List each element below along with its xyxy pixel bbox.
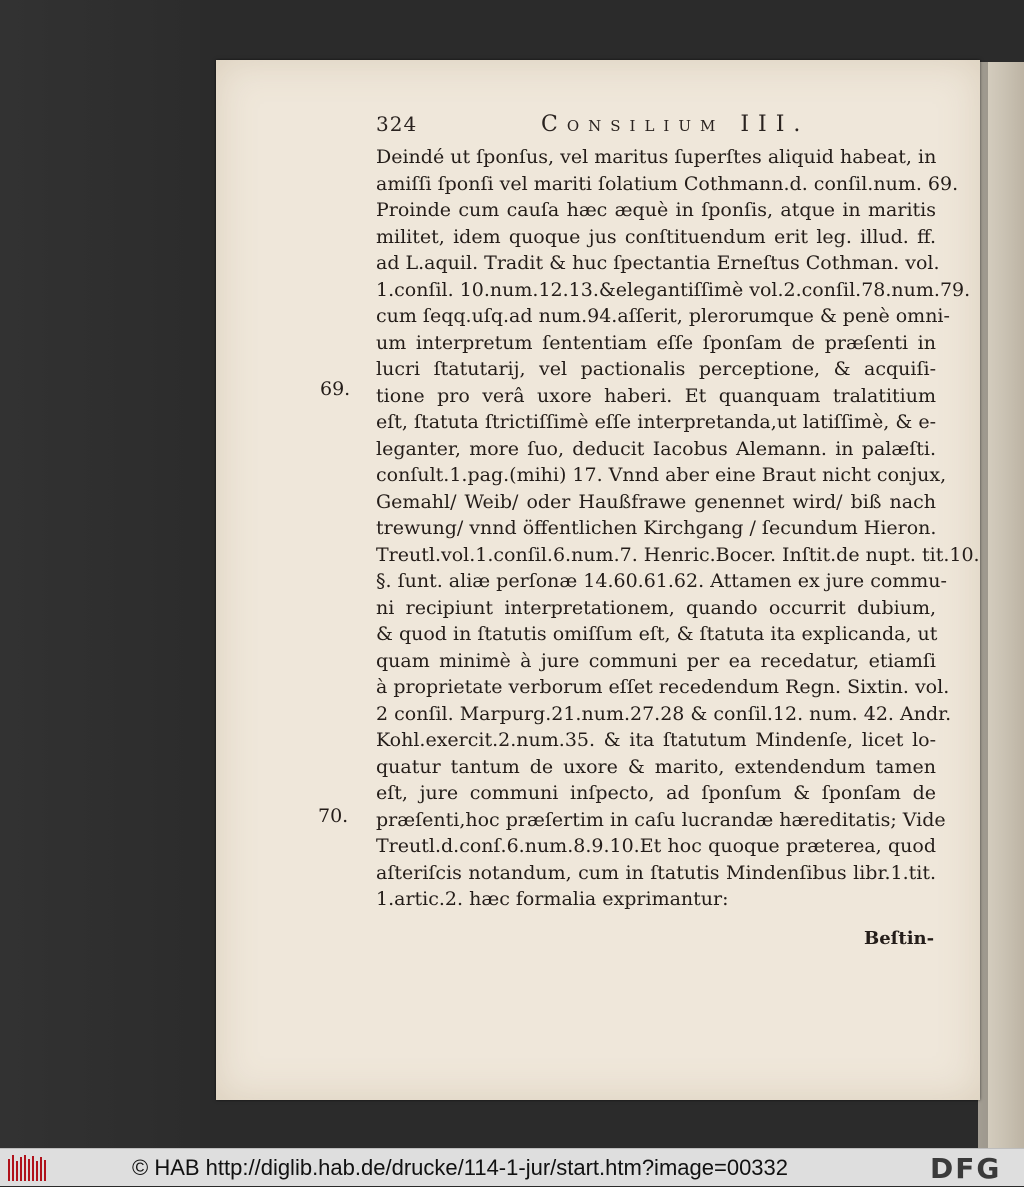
text-line: leganter, more ſuo, deducit Iacobus Alemann. in palæſti.	[376, 437, 936, 460]
text-line: Gemahl/ Weib/ oder Haußfrawe genennet wird/ biß nach	[376, 490, 936, 513]
text-line: conſult.1.pag.(mihi) 17. Vnnd aber eine Braut nicht conjux,	[376, 464, 947, 486]
header-title: Consilium III.	[541, 112, 810, 137]
text-line: 2 conſil. Marpurg.21.num.27.28 & conſil.12. num. 42. Andr.	[376, 702, 952, 725]
text-line: & quod in ſtatutis omiſſum eſt, & ſtatuta ita explicanda, ut	[376, 623, 938, 645]
text-line: eſt, ſtatuta ſtrictiſſimè eſſe interpretanda,ut latiſſimè, & e-	[376, 411, 936, 433]
body-text	[376, 144, 980, 913]
text-line: ad L.aquil. Tradit & huc ſpectantia Erneſtus Cothman. vol.	[376, 252, 940, 274]
text-line: Kohl.exercit.2.num.35. & ita ſtatutum Mindenſe, licet lo-	[376, 729, 936, 751]
hab-logo-icon	[6, 1153, 48, 1183]
text-line: Deindé ut ſponſus, vel maritus ſuperſtes aliquid habeat, in	[376, 146, 937, 168]
text-line: cum ſeqq.uſq.ad num.94.aſſerit, plerorumque & penè omni-	[376, 305, 950, 327]
text-line: ni recipiunt interpretationem, quando occurrit dubium,	[376, 596, 936, 619]
text-line: quam minimè à jure communi per ea recedatur, etiamſi	[376, 649, 936, 672]
text-line: præſenti,hoc præſertim in caſu lucrandæ hæreditatis; Vide	[376, 808, 946, 831]
dfg-logo: DFG	[930, 1152, 1002, 1185]
text-line: Treutl.vol.1.conſil.6.num.7. Henric.Bocer. Inſtit.de nupt. tit.10.	[376, 543, 980, 566]
text-line: aſteriſcis notandum, cum in ſtatutis Mindenſibus libr.1.tit.	[376, 861, 936, 884]
running-head	[376, 112, 856, 144]
text-line: eſt, jure communi inſpecto, ad ſponſum & ſponſam de	[376, 782, 936, 804]
book-cover-left	[0, 0, 200, 1148]
text-line: tione pro verâ uxore haberi. Et quanquam tralatitium	[376, 384, 936, 407]
margin-note-69: 69.	[320, 378, 351, 400]
text-line: um interpretum ſententiam eſſe ſponſam de præſenti in	[376, 331, 936, 354]
text-line: 1.conſil. 10.num.12.13.&elegantiſſimè vol.2.conſil.78.num.79.	[376, 278, 971, 301]
text-line: militet, idem quoque jus conſtituendum erit leg. illud. ff.	[376, 225, 936, 248]
page-number: 324	[376, 112, 418, 136]
text-line: amiſſi ſponſi vel mariti ſolatium Cothmann.d. conſil.num. 69.	[376, 172, 959, 195]
text-line: trewung/ vnnd öffentlichen Kirchgang / ſecundum Hieron.	[376, 517, 937, 539]
margin-note-70: 70.	[318, 805, 349, 827]
text-line: lucri ſtatutarij, vel pactionalis perceptione, & acquiſi-	[376, 358, 936, 380]
catchword: Beſtin-	[864, 928, 935, 949]
book-page	[216, 60, 980, 1100]
facing-page-edge	[978, 62, 1024, 1148]
text-line: quatur tantum de uxore & marito, extendendum tamen	[376, 755, 936, 778]
text-line: 1.artic.2. hæc formalia exprimantur:	[376, 888, 729, 910]
text-line: §. ſunt. aliæ perſonæ 14.60.61.62. Attamen ex jure commu-	[376, 570, 947, 592]
copyright-link[interactable]: © HAB http://diglib.hab.de/drucke/114-1-jur/start.htm?image=00332	[132, 1155, 789, 1180]
text-line: Proinde cum cauſa hæc æquè in ſponſis, atque in maritis	[376, 199, 936, 221]
text-line: Treutl.d.conſ.6.num.8.9.10.Et hoc quoque præterea, quod	[376, 835, 936, 857]
footer-bar	[0, 1148, 1024, 1186]
text-line: à proprietate verborum eſſet recedendum Regn. Sixtin. vol.	[376, 676, 950, 698]
